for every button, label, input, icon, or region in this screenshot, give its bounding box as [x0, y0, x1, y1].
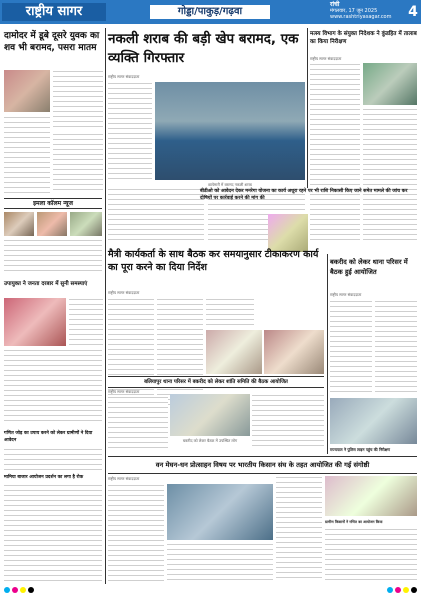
story4-photo [268, 214, 308, 252]
story2-text [108, 82, 152, 182]
box-photo-3 [70, 212, 102, 236]
page-number: 4 [408, 4, 418, 20]
cyan-mark-icon [4, 587, 10, 593]
yellow-mark-icon-right [403, 587, 409, 593]
black-mark-icon-right [411, 587, 417, 593]
story11-text [4, 484, 102, 582]
date-label: मंगलवार, 17 जून 2025 [330, 8, 378, 14]
masthead-info [330, 2, 418, 22]
story6-headline: बकरीद को लेकर थाना परिसर में बैठक हुई आयोजित [330, 258, 408, 276]
column-rule-3 [327, 254, 328, 454]
box-header: इमला कॉलम न्यूज [4, 198, 102, 209]
footer-bar [0, 586, 421, 595]
story1-photo [4, 70, 50, 112]
story13-headline: ग्रामीण किसानों ने गणित का आयोजन किया [325, 520, 383, 524]
box-text [4, 239, 102, 275]
story1-text [53, 70, 103, 130]
yellow-mark-icon [20, 587, 26, 593]
story7-headline: बलियापुर थाना परिसर में बकरीद को लेकर शांति समिति की बैठक आयोजित [144, 379, 288, 385]
box-photo-2 [37, 212, 67, 236]
story8-text [108, 484, 164, 582]
story8-banner [108, 456, 417, 474]
cyan-mark-icon-right [387, 587, 393, 593]
story7-text [108, 396, 168, 450]
story7-photo [170, 394, 250, 436]
column-rule-1 [105, 28, 106, 584]
box-photo-1 [4, 212, 34, 236]
story2-text-2 [108, 188, 204, 244]
magenta-mark-icon-right [395, 587, 401, 593]
story5-byline: राष्ट्रीय सागर संवाददाता [108, 290, 140, 295]
story4-headline: बीडीओ को आवेदन देकर मनरेगा योजना का कार्य अधूरा रहने पर भी राशि निकासी किए जाने समेत मामले की जांच कर दोषियों पर कार्रवाई करने की मांग की [200, 189, 408, 201]
story9-photo [4, 298, 66, 346]
magenta-mark-icon [12, 587, 18, 593]
story8-headline: वन मेघन-धन प्रोत्साहन विषय पर भारतीय किसान संघ के तहत आयोजित की गई संगोष्ठी [155, 461, 370, 469]
story7-caption: बकरीद को लेकर बैठक में उपस्थित लोग [182, 438, 238, 443]
story5-headline: मैत्री कार्यकर्ता के साथ बैठक कर समयानुसार टीकाकरण कार्य का पूरा करने का दिया निर्देश [108, 249, 319, 273]
story7-byline: राष्ट्रीय सागर संवाददाता [108, 389, 140, 394]
story11-headline: मामिया बाजार आयोजन प्रदर्शन का लगा है रोक [4, 475, 84, 480]
story1-text-2 [4, 116, 50, 194]
story2-headline: नकली शराब की बड़ी खेप बरामद, एक व्यक्ति गिरफ्तार [108, 31, 299, 66]
story13-photo [325, 476, 417, 516]
story8-photo [167, 484, 273, 540]
story10-text [4, 448, 102, 472]
story9-text-2 [4, 349, 102, 425]
website-label: www.rashtriyasagar.com [330, 14, 392, 20]
story12-headline: राज्यपाल ने पुलिस लाइन पहुंच की निरीक्षण [330, 447, 391, 452]
black-mark-icon [28, 587, 34, 593]
story3-text [310, 63, 360, 243]
story8-text-3 [276, 476, 322, 582]
story3-byline: राष्ट्रीय सागर संवाददाता [310, 56, 342, 61]
story1-text-3 [53, 133, 103, 194]
story3-headline: मत्स्य विभाग के संयुक्त निदेशक ने कुंडहित में तालाब का किया निरीक्षण [310, 31, 417, 45]
story9-text [69, 298, 103, 346]
story2-photo [155, 82, 305, 180]
story3-photo [363, 63, 417, 105]
story2-caption: छापेमारी में बरामद नकली शराब [208, 182, 252, 187]
story3-text-2 [363, 108, 417, 243]
story1-headline: दामोदर में डूबे दूसरे युवक का शव भी बरामद, पसरा मातम [4, 31, 100, 53]
story5-text-3 [206, 298, 254, 328]
story8-text-2 [167, 543, 273, 582]
story6-photo [330, 398, 417, 444]
story6-text [330, 300, 372, 395]
story13-text [325, 528, 417, 582]
newspaper-logo: राष्ट्रीय सागर [2, 3, 106, 21]
story6-text-2 [375, 300, 417, 395]
city-label: रांची [330, 1, 340, 8]
story7-text-2 [252, 394, 324, 450]
story8-byline: राष्ट्रीय सागर संवाददाता [108, 476, 140, 481]
story2-byline: राष्ट्रीय सागर संवाददाता [108, 74, 140, 79]
story10-headline: गणित जोड़ का उपाय करने को लेकर ग्रामीणों ने दिया आवेदन [4, 431, 93, 443]
section-title: गोड्डा/पाकुड़/गढ़वा [150, 5, 270, 19]
story9-headline: उपायुक्त ने जनता दरबार में सुनी समस्याएं [4, 281, 88, 287]
story5-photo-2 [264, 330, 324, 374]
story6-byline: राष्ट्रीय सागर संवाददाता [330, 292, 362, 297]
story5-photo [206, 330, 262, 374]
story7-banner [108, 376, 324, 388]
column-rule-2 [307, 28, 308, 188]
